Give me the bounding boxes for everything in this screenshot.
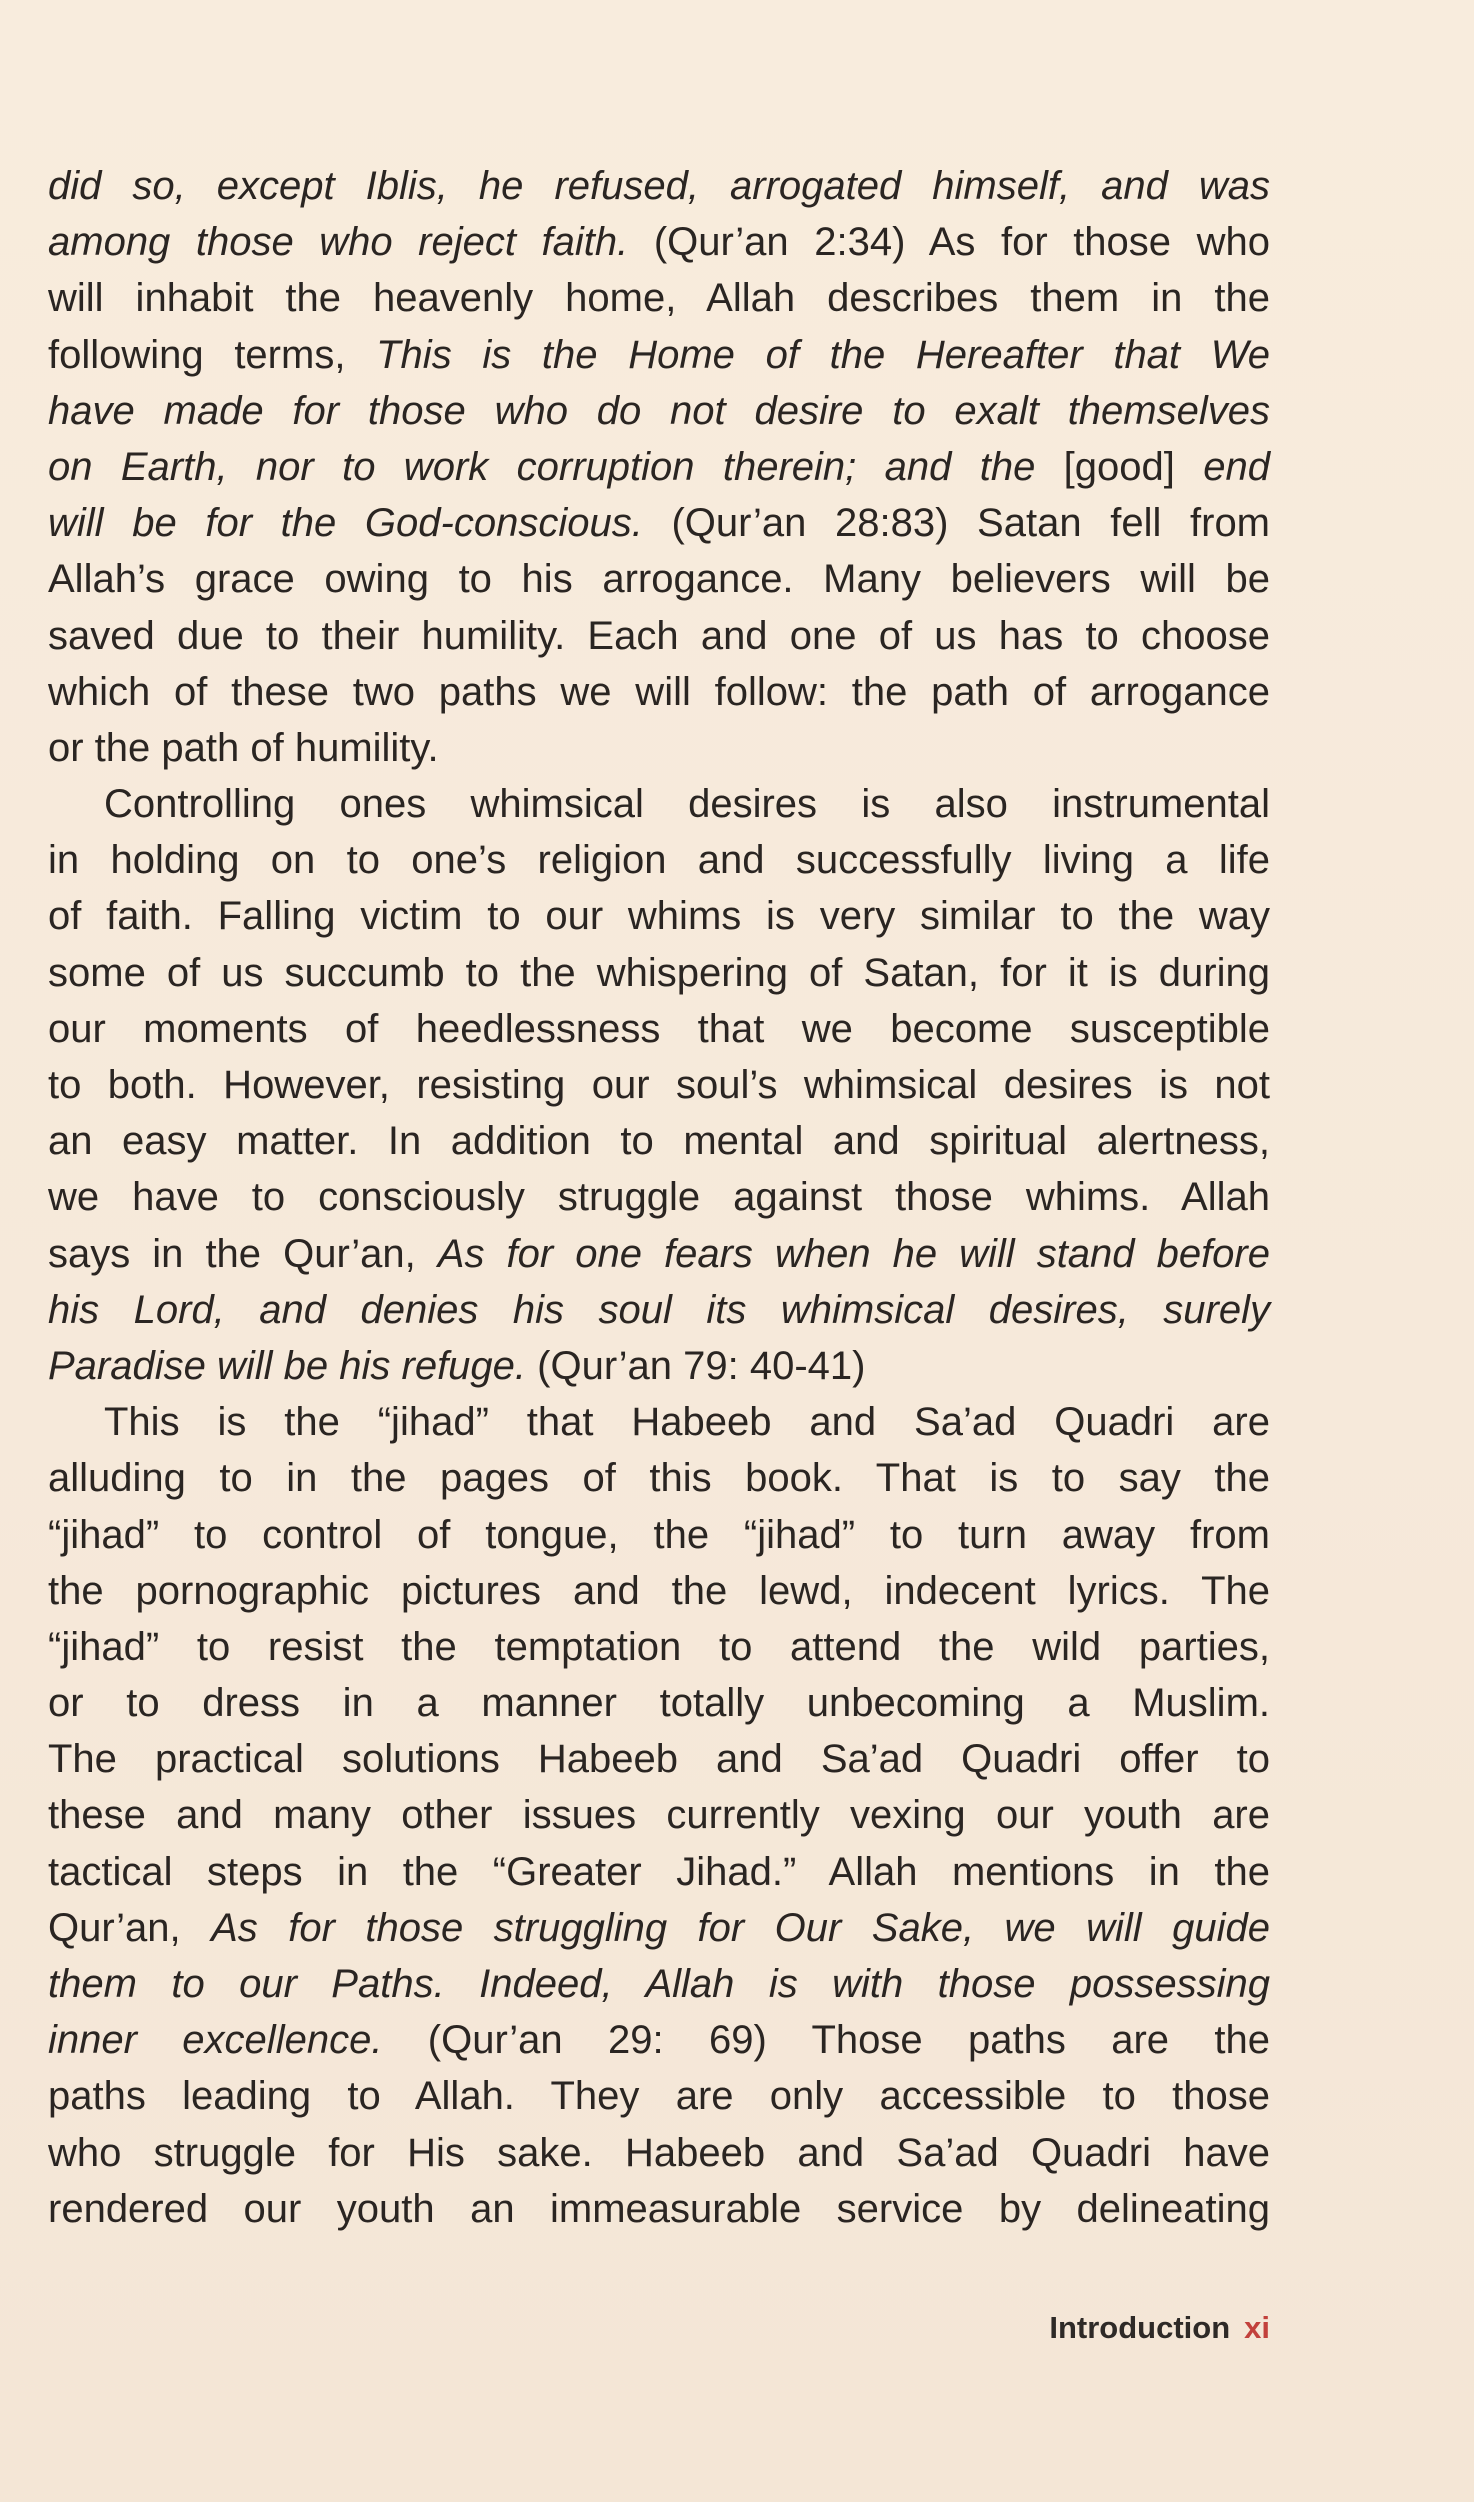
text-run: Allah’s grace owing to his arrogance. Many believers will be [48, 557, 1270, 602]
text-run: tactical steps in the “Greater Jihad.” Allah mentions in the [48, 1849, 1270, 1894]
text-run: in holding on to one’s religion and successfully living a life [48, 838, 1270, 883]
text-run: who struggle for His sake. Habeeb and Sa’ad Quadri have [48, 2130, 1270, 2175]
text-run: (Qur’an 79: 40-41) [526, 1343, 866, 1388]
text-run: following terms, [48, 332, 377, 377]
text-run: alluding to in the pages of this book. That is to say the [48, 1456, 1270, 1501]
italic-quote-text: did so, except Iblis, he refused, arrogated himself, and was [48, 164, 1270, 208]
page-number: xi [1244, 2310, 1270, 2345]
text-line [48, 608, 1270, 664]
text-line [48, 832, 1270, 888]
text-run: saved due to their humility. Each and one of us has to choose [48, 613, 1270, 658]
body-text [48, 158, 1270, 2237]
italic-quote-text: As for those struggling for Our Sake, we will guide [211, 1905, 1270, 1950]
text-line [48, 1844, 1270, 1900]
italic-quote-text: inner excellence. [48, 2018, 383, 2063]
italic-quote-text: his Lord, and denies his soul its whimsical desires, surely [48, 1287, 1270, 1332]
text-run: will inhabit the heavenly home, Allah describes them in the [48, 276, 1270, 321]
italic-quote-text: among those who reject faith. [48, 220, 629, 265]
text-line [48, 1900, 1270, 1956]
text-run: (Qur’an 28:83) Satan fell from [642, 501, 1271, 546]
text-line [48, 1282, 1270, 1338]
italic-quote-text: have made for those who do not desire to exalt themselves [48, 388, 1270, 433]
text-line [48, 1731, 1270, 1787]
text-line [48, 1226, 1270, 1282]
text-run: of faith. Falling victim to our whims is very similar to the way [48, 894, 1270, 939]
text-run: (Qur’an 29: 69) Those paths are the [382, 2018, 1270, 2063]
text-run: rendered our youth an immeasurable service by delineating [48, 2186, 1270, 2231]
text-line [48, 1619, 1270, 1675]
text-line [48, 214, 1270, 270]
text-run: Controlling ones whimsical desires is also instrumental [104, 782, 1270, 827]
text-line [48, 551, 1270, 607]
text-run: some of us succumb to the whispering of Satan, for it is during [48, 950, 1270, 995]
text-run: “jihad” to control of tongue, the “jihad” to turn away from [48, 1512, 1270, 1557]
text-run: [good] [1035, 444, 1204, 489]
text-run: which of these two paths we will follow: the path of arrogance [48, 669, 1270, 714]
text-run: (Qur’an 2:34) As for those who [628, 220, 1270, 265]
text-line [48, 1169, 1270, 1225]
text-run: or to dress in a manner totally unbecoming a Muslim. [48, 1681, 1270, 1726]
text-line [48, 383, 1270, 439]
text-line [48, 1450, 1270, 1506]
text-line [48, 1338, 1270, 1394]
text-run: an easy matter. In addition to mental and spiritual alertness, [48, 1119, 1270, 1164]
text-run: to both. However, resisting our soul’s whimsical desires is not [48, 1063, 1270, 1107]
text-line [48, 776, 1270, 832]
italic-quote-text: Paradise will be his refuge. [48, 1343, 527, 1388]
running-footer [1049, 2310, 1270, 2346]
italic-quote-text: This is the Home of the Hereafter that We [376, 332, 1271, 377]
italic-quote-text: them to our Paths. Indeed, Allah is with those possessing [48, 1962, 1270, 2006]
text-line [48, 495, 1270, 551]
text-line [48, 1507, 1270, 1563]
text-line [48, 888, 1270, 944]
text-line [48, 158, 1270, 214]
text-line [48, 1001, 1270, 1057]
text-line [48, 2125, 1270, 2181]
text-run: the pornographic pictures and the lewd, indecent lyrics. The [48, 1568, 1270, 1613]
text-line [48, 945, 1270, 1001]
text-line [48, 1956, 1270, 2012]
text-line [48, 1675, 1270, 1731]
text-line [48, 2012, 1270, 2068]
text-run: The practical solutions Habeeb and Sa’ad Quadri offer to [48, 1737, 1270, 1782]
text-run: these and many other issues currently vexing our youth are [48, 1793, 1270, 1838]
text-line [48, 1057, 1270, 1113]
text-line [48, 664, 1270, 720]
italic-quote-text: on Earth, nor to work corruption therein; and the [48, 444, 1036, 489]
text-line [48, 439, 1270, 495]
text-line [48, 720, 1270, 776]
text-run: we have to consciously struggle against those whims. Allah [48, 1175, 1270, 1220]
text-line [48, 1113, 1270, 1169]
footer-section-title: Introduction [1049, 2310, 1231, 2345]
italic-quote-text: As for one fears when he will stand before [437, 1231, 1270, 1276]
text-run: This is the “jihad” that Habeeb and Sa’ad Quadri are [104, 1400, 1270, 1445]
text-run: Qur’an, [48, 1905, 212, 1950]
text-line [48, 2068, 1270, 2124]
text-run: our moments of heedlessness that we become susceptible [48, 1006, 1270, 1051]
text-line [48, 1394, 1270, 1450]
text-line [48, 327, 1270, 383]
text-line [48, 270, 1270, 326]
italic-quote-text: will be for the God-conscious. [48, 501, 643, 546]
text-run: or the path of humility. [48, 725, 439, 770]
text-line [48, 1787, 1270, 1843]
text-line [48, 1563, 1270, 1619]
text-run: “jihad” to resist the temptation to attend the wild parties, [48, 1624, 1270, 1669]
text-run: paths leading to Allah. They are only accessible to those [48, 2074, 1270, 2119]
text-line [48, 2181, 1270, 2237]
italic-quote-text: end [1203, 444, 1271, 489]
text-run: says in the Qur’an, [48, 1231, 438, 1276]
